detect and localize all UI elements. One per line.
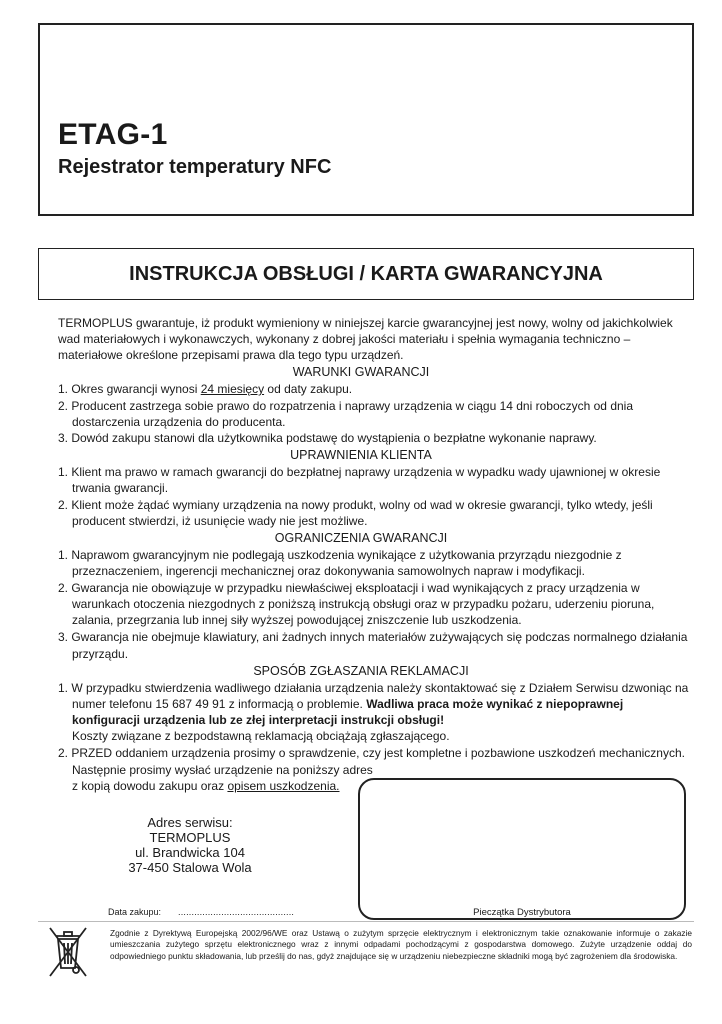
distributor-stamp-label: Pieczątka Dystrybutora [473,907,571,918]
intro-line-2: wad materiałowych i wykonawczych, wykonany z dobrej jakości materiału i spełnia wymagania techniczno – [58,332,631,346]
document-heading: INSTRUKCJA OBSŁUGI / KARTA GWARANCYJNA [129,262,603,285]
warranty-term-1: 1. Okres gwarancji wynosi 24 miesięcy od daty zakupu. [58,382,353,396]
limitation-3-line-1: 3. Gwarancja nie obejmuje klawiatury, ani żadnych innych materiałów zużywających się podczas normalnego działania [58,630,688,644]
purchase-date-label: Data zakupu: [108,907,162,917]
weee-notice: Zgodnie z Dyrektywą Europejską 2002/96/WE oraz Ustawą o zużytym sprzęcie elektrycznym i elektronicznym takie oznakowanie informuje o zakazie umieszczania zużytego sprzętu elektronicznego wraz z innymi odpadami pochodzącymi z gospodarstwa domowego. Zużyte urządzenie oddaj do odpowiedniego punktu składowania, lub prześlij do nas, gdyż znajdujące się w urządzeniu niebezpieczne składniki mogą być zagrożeniem dla środowiska. [110,928,692,961]
distributor-stamp-area[interactable] [358,778,686,920]
service-address-city: 37-450 Stalowa Wola [128,860,252,875]
limitation-2-line-3: zalania, przegrzania lub innej siły wyższej powodującej zniszczenie lub uszkodzenia. [72,613,522,627]
claim-1-line-4: Koszty związane z bezpodstawną reklamacją obciążają zgłaszającego. [72,729,450,743]
service-address-label: Adres serwisu: [147,815,233,830]
warranty-term-2-line-2: dostarczenia urządzenia do producenta. [72,415,286,429]
client-right-1-line-2: trwania gwarancji. [72,481,169,495]
claim-1-line-1: 1. W przypadku stwierdzenia wadliwego działania urządzenia należy skontaktować się z Działem Serwisu dzwoniąc na [58,681,689,695]
section-title-warranty-terms: WARUNKI GWARANCJI [292,365,430,379]
limitation-2-line-2: warunkach otoczenia niezgodnych z poniższą instrukcją obsługi oraz w przypadku pożaru, uderzeniu pioruna, [72,597,655,611]
product-code: ETAG-1 [58,118,168,151]
client-right-2-line-2: producent stwierdzi, iż usunięcie wady nie jest możliwe. [72,514,368,528]
warranty-period: 24 miesięcy [200,382,265,396]
claim-1-line-3: konfiguracji urządzenia lub ze złej interpretacji instrukcji obsługi! [72,713,445,727]
section-title-claims: SPOSÓB ZGŁASZANIA REKLAMACJI [253,664,469,678]
service-address-company: TERMOPLUS [149,830,231,845]
limitation-3-line-2: przyrządu. [72,647,129,661]
limitation-1-line-2: przeznaczeniem, ingerencji mechanicznej oraz dokonywania samowolnych napraw i modyfikacji. [72,564,585,578]
claim-1-line-2: numer telefonu 15 687 49 91 z informacją o problemie. Wadliwa praca może wynikać z niepoprawnej [72,697,624,711]
claim-2-line-3: z kopią dowodu zakupu oraz opisem uszkodzenia. [72,779,340,793]
intro-line-1: TERMOPLUS gwarantuje, iż produkt wymieniony w niniejszej karcie gwarancyjnej jest nowy, wolny od jakichkolwiek [58,316,673,330]
warranty-term-2-line-1: 2. Producent zastrzega sobie prawo do rozpatrzenia i naprawy urządzenia w ciągu 14 dni roboczych od dnia [58,399,634,413]
section-title-limitations: OGRANICZENIA GWARANCJI [274,531,448,545]
client-right-2-line-1: 2. Klient może żądać wymiany urządzenia na nowy produkt, wolny od wad w okresie gwarancji, tylko wtedy, jeśli [58,498,653,512]
limitation-1-line-1: 1. Naprawom gwarancyjnym nie podlegają uszkodzenia wynikające z użytkowania przyrządu niezgodnie z [58,548,622,562]
client-right-1-line-1: 1. Klient ma prawo w ramach gwarancji do bezpłatnej naprawy urządzenia w wypadku wady ujawnionej w okresie [58,465,661,479]
intro-line-3: materiałowe określone przepisami prawa dla tego typu urządzeń. [58,348,404,362]
claim-2-line-1: 2. PRZED oddaniem urządzenia prosimy o sprawdzenie, czy jest kompletne i pozbawione uszkodzeń mechanicznych. [58,746,685,760]
purchase-date-field[interactable]: ........................................... [178,907,295,917]
weee-divider [38,921,694,922]
service-address-street: ul. Brandwicka 104 [135,845,245,860]
warranty-term-3: 3. Dowód zakupu stanowi dla użytkownika podstawę do wystąpienia o bezpłatne wykonanie naprawy. [58,431,597,445]
product-name: Rejestrator temperatury NFC [58,156,332,178]
crossed-out-wheeled-bin-icon [38,922,98,982]
document-heading-box [38,248,694,300]
claim-2-line-2: Następnie prosimy wysłać urządzenie na poniższy adres [72,763,373,777]
limitation-2-line-1: 2. Gwarancja nie obowiązuje w przypadku niewłaściwej eksploatacji i wad wynikających z pracy urządzenia w [58,581,640,595]
section-title-client-rights: UPRAWNIENIA KLIENTA [290,448,432,462]
